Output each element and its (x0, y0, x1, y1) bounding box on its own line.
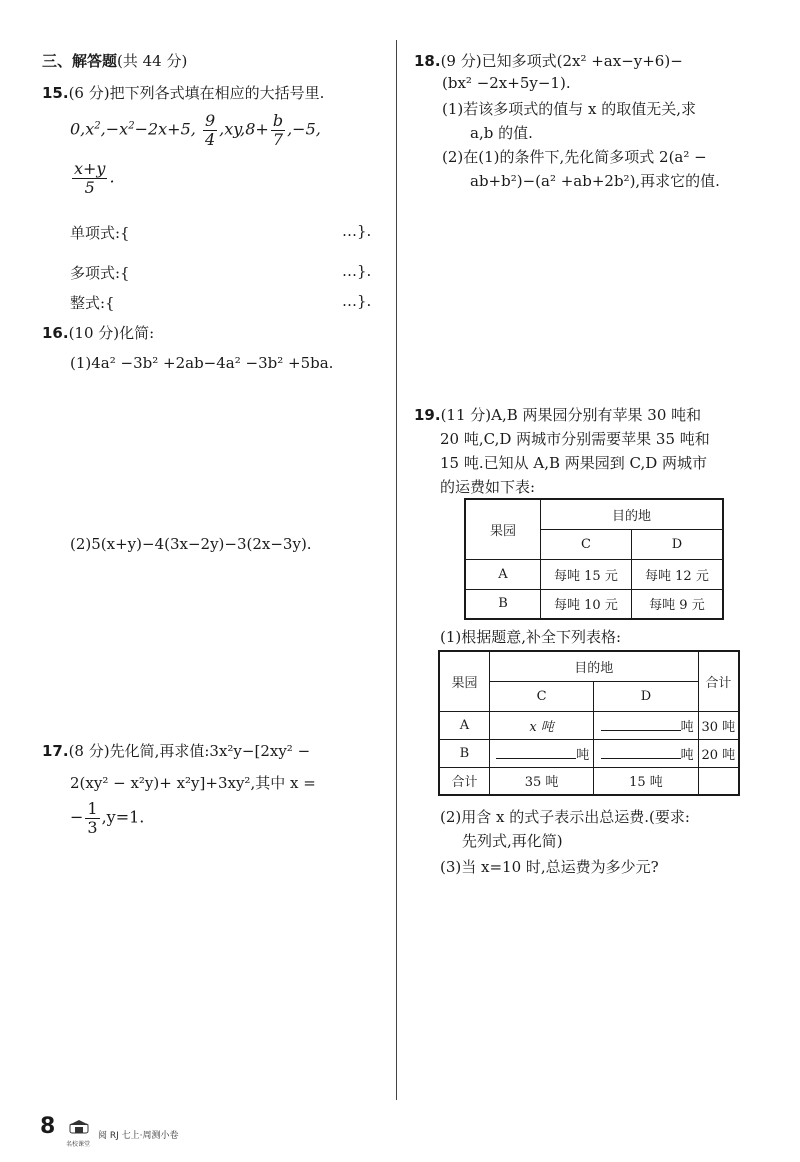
table-row (439, 739, 739, 767)
question-19-line-1 (414, 404, 701, 425)
row-orchard: B (465, 589, 541, 619)
expr: ,xy,8+ (219, 119, 269, 139)
row-orchard: A (465, 559, 541, 589)
question-text: (6 分)把下列各式填在相应的大括号里. (68, 84, 325, 102)
expr: x (85, 119, 95, 139)
header-c: C (541, 529, 632, 559)
expr: ,−5, (287, 119, 321, 139)
fraction-numerator: 9 (204, 111, 216, 130)
question-19-part-3: (3)当 x=10 时,总运费为多少元? (440, 858, 659, 876)
section-note: (共 44 分) (117, 52, 188, 70)
question-number: 15. (42, 84, 69, 102)
fraction-denominator: 7 (272, 129, 284, 149)
exponent: 2 (94, 120, 101, 132)
question-16-part-2: (2)5(x+y)−4(3x−2y)−3(2x−3y). (70, 535, 312, 553)
question-text: ,y=1. (101, 807, 145, 827)
page-number: 8 (40, 1114, 56, 1139)
question-19-part-1: (1)根据题意,补全下列表格: (440, 628, 622, 646)
freight-rate-table (464, 498, 724, 620)
question-number: 16. (42, 324, 69, 342)
question-15-last-expr (70, 160, 115, 196)
fill-blank[interactable] (601, 717, 681, 731)
publisher-logo-icon (66, 1120, 92, 1138)
cell-sum-total (698, 767, 739, 795)
minus-sign: − (70, 807, 84, 827)
table-row (439, 711, 739, 739)
row-rate-c: 每吨 10 元 (541, 589, 632, 619)
question-17-line-1 (42, 740, 310, 761)
monomial-label: 单项式:{ (70, 224, 130, 242)
question-text: (11 分)A,B 两果园分别有苹果 30 吨和 (440, 406, 702, 424)
question-18-part-1a: (1)若该多项式的值与 x 的取值无关,求 (442, 100, 697, 118)
fraction-numerator: b (272, 111, 284, 130)
monomial-end: …}. (342, 222, 372, 240)
cell-sum-c: 35 吨 (489, 767, 593, 795)
cell-a-c: x 吨 (489, 711, 593, 739)
column-divider (396, 40, 397, 1100)
header-orchard: 果园 (465, 499, 541, 559)
table-row (465, 589, 723, 619)
polynomial-end: …}. (342, 262, 372, 280)
question-19-part-2b: 先列式,再化简) (462, 832, 563, 850)
integral-label: 整式:{ (70, 294, 115, 312)
row-rate-d: 每吨 9 元 (631, 589, 723, 619)
unit: 吨 (680, 747, 694, 763)
header-orchard: 果园 (439, 651, 489, 711)
header-destination: 目的地 (489, 651, 698, 681)
allocation-table (438, 650, 740, 796)
row-orchard: B (439, 739, 489, 767)
question-18-part-2a: (2)在(1)的条件下,先化简多项式 2(a² − (442, 148, 707, 166)
expr: . (109, 167, 115, 187)
cell-a-total: 30 吨 (698, 711, 739, 739)
row-sum: 合计 (439, 767, 489, 795)
row-orchard: A (439, 711, 489, 739)
cell-b-total: 20 吨 (698, 739, 739, 767)
question-number: 18. (414, 52, 441, 70)
question-16-stem (42, 322, 154, 343)
header-destination: 目的地 (541, 499, 724, 529)
question-19-part-2a: (2)用含 x 的式子表示出总运费.(要求: (440, 808, 690, 826)
cell-sum-d: 15 吨 (594, 767, 698, 795)
fraction (271, 112, 285, 148)
polynomial-label: 多项式:{ (70, 264, 130, 282)
row-rate-c: 每吨 15 元 (541, 559, 632, 589)
question-18-part-2b: ab+b²)−(a² +ab+2b²),再求它的值. (470, 172, 720, 190)
question-text: (9 分)已知多项式(2x² +ax−y+6)− (440, 52, 683, 70)
exponent: 2 (128, 120, 135, 132)
cell-a-d[interactable] (594, 711, 698, 739)
fraction (72, 160, 107, 196)
question-text: (8 分)先化简,再求值:3x²y−[2xy² − (68, 742, 311, 760)
table-row (465, 559, 723, 589)
question-15-expressions (70, 112, 321, 148)
expr: 0, (70, 119, 86, 139)
unit: 吨 (576, 747, 590, 763)
fraction-numerator: 1 (87, 799, 98, 818)
fraction (203, 112, 217, 148)
expr: ,−x (100, 119, 129, 139)
question-17-line-2: 2(xy² − x²y)+ x²y]+3xy²,其中 x = (70, 774, 316, 792)
section-title: 三、解答题 (42, 52, 118, 70)
section-header (42, 50, 187, 71)
unit: 吨 (680, 719, 694, 735)
question-16-part-1: (1)4a² −3b² +2ab−4a² −3b² +5ba. (70, 354, 334, 372)
question-15-stem (42, 82, 324, 103)
fraction-denominator: 5 (84, 177, 95, 197)
question-17-line-3 (70, 800, 144, 836)
row-rate-d: 每吨 12 元 (631, 559, 723, 589)
fill-blank[interactable] (496, 745, 576, 759)
question-text: (10 分)化简: (68, 324, 155, 342)
header-d: D (594, 681, 698, 711)
question-18-part-1b: a,b 的值. (470, 124, 533, 142)
footer-caption: 阅 RJ 七上·周测小卷 (98, 1131, 179, 1141)
expr: −2x+5, (134, 119, 196, 139)
question-19-line-4: 的运费如下表: (440, 478, 536, 496)
fraction-denominator: 4 (204, 129, 216, 149)
fill-blank[interactable] (601, 745, 681, 759)
question-19-line-2: 20 吨,C,D 两城市分别需要苹果 35 吨和 (440, 430, 710, 448)
fraction-denominator: 3 (87, 817, 98, 837)
header-c: C (489, 681, 593, 711)
cell-b-d[interactable] (594, 739, 698, 767)
integral-end: …}. (342, 292, 372, 310)
question-number: 17. (42, 742, 69, 760)
fraction (85, 800, 99, 836)
header-d: D (631, 529, 723, 559)
question-number: 19. (414, 406, 441, 424)
cell-b-c[interactable] (489, 739, 593, 767)
table-row (439, 767, 739, 795)
question-19-line-3: 15 吨.已知从 A,B 两果园到 C,D 两城市 (440, 454, 708, 472)
question-18-line-2: (bx² −2x+5y−1). (442, 74, 571, 92)
logo-text: 名校课堂 (66, 1141, 91, 1148)
header-total: 合计 (698, 651, 739, 711)
question-18-line-1 (414, 50, 683, 71)
fraction-numerator: x+y (74, 159, 106, 178)
